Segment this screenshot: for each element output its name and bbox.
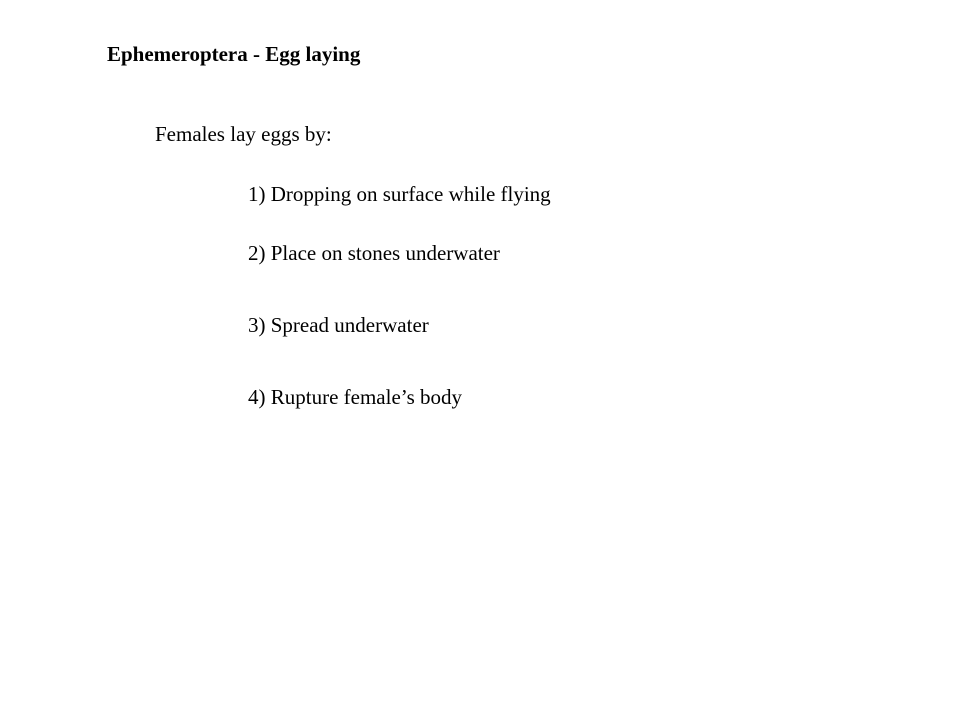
list-item-spread-underwater: 3) Spread underwater — [248, 313, 429, 337]
list-item-rupture-body: 4) Rupture female’s body — [248, 385, 463, 409]
intro-text: Females lay eggs by: — [155, 122, 332, 146]
list-item-place-on-stones: 2) Place on stones underwater — [248, 241, 500, 265]
list-item-dropping: 1) Dropping on surface while flying — [248, 182, 551, 206]
slide-title: Ephemeroptera - Egg laying — [107, 42, 361, 66]
